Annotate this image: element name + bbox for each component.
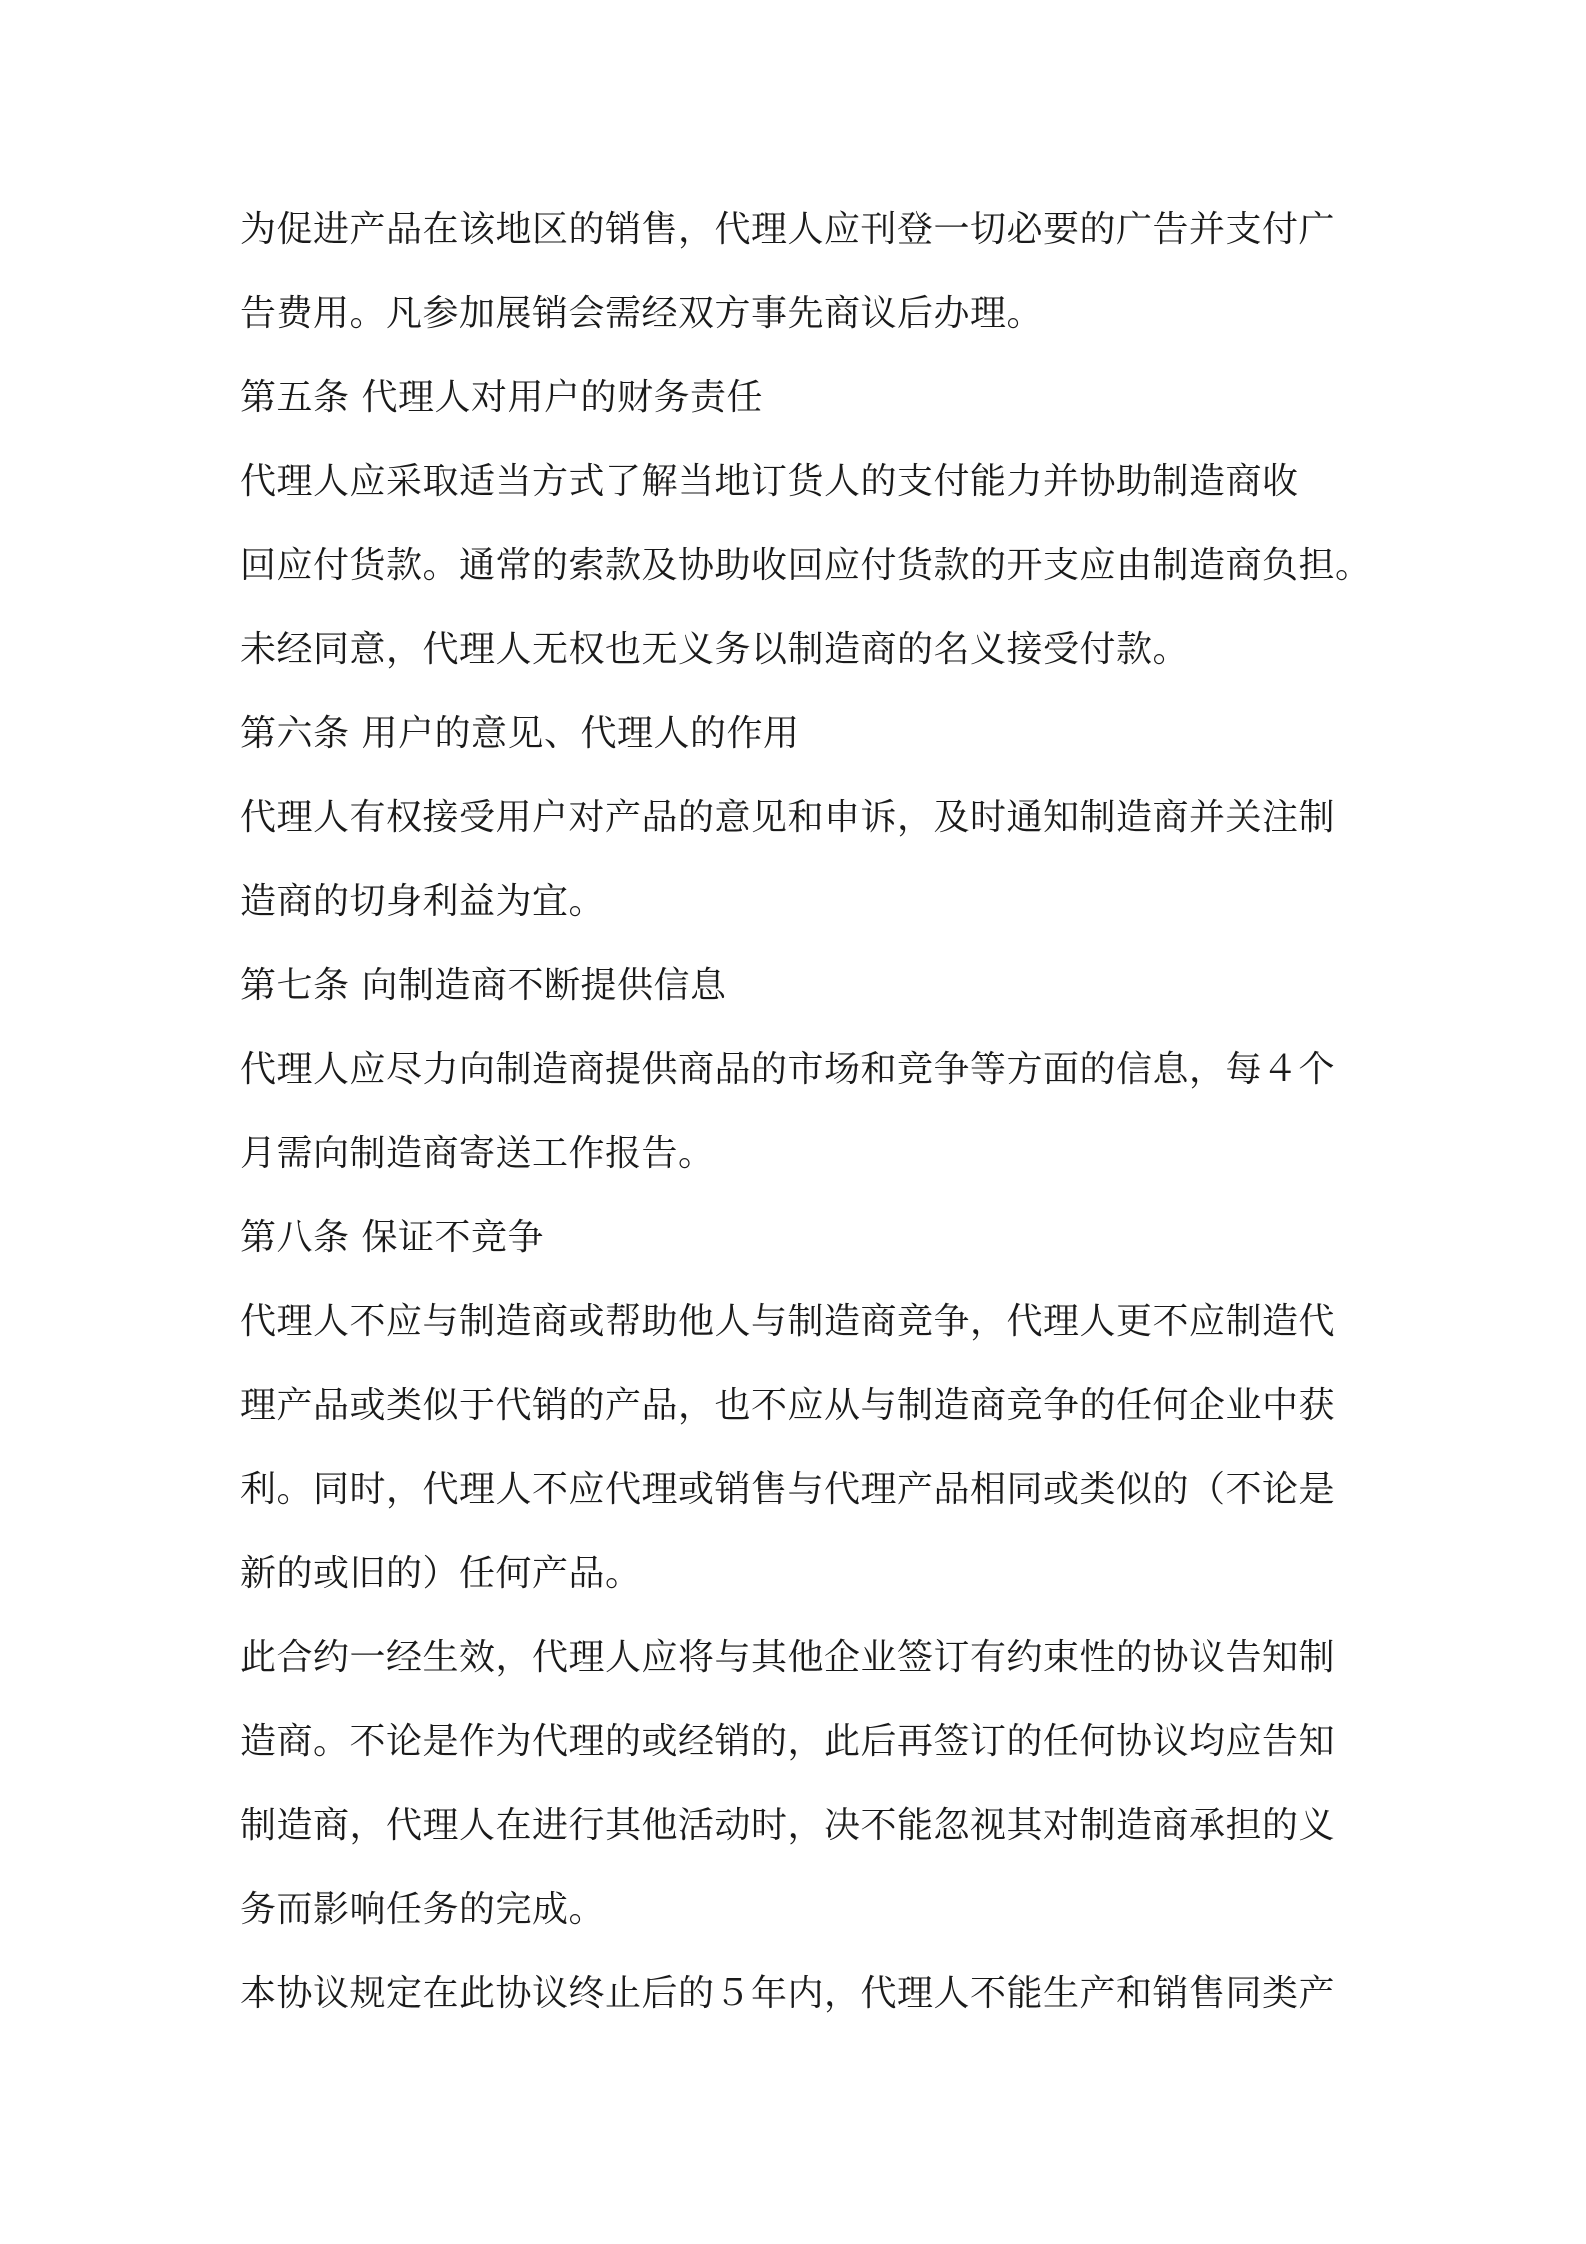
paragraph-line: 务而影响任务的完成。 xyxy=(240,1889,606,1930)
paragraph-line: 月需向制造商寄送工作报告。 xyxy=(240,1133,715,1174)
paragraph-line: 代理人有权接受用户对产品的意见和申诉，及时通知制造商并关注制 xyxy=(240,797,1336,838)
paragraph-line: 代理人应尽力向制造商提供商品的市场和竞争等方面的信息，每４个 xyxy=(240,1049,1336,1090)
paragraph-line: 未经同意，代理人无权也无义务以制造商的名义接受付款。 xyxy=(240,629,1190,670)
paragraph-line: 利。同时，代理人不应代理或销售与代理产品相同或类似的（不论是 xyxy=(240,1469,1336,1510)
article-heading: 第五条 代理人对用户的财务责任 xyxy=(240,377,763,418)
paragraph-line: 理产品或类似于代销的产品，也不应从与制造商竞争的任何企业中获 xyxy=(240,1385,1336,1426)
paragraph-line: 新的或旧的）任何产品。 xyxy=(240,1553,642,1594)
document-body xyxy=(240,188,1372,2036)
paragraph-line: 造商的切身利益为宜。 xyxy=(240,881,606,922)
paragraph-line: 回应付货款。通常的索款及协助收回应付货款的开支应由制造商负担。 xyxy=(240,545,1372,586)
article-heading: 第八条 保证不竞争 xyxy=(240,1217,544,1258)
paragraph-line: 代理人不应与制造商或帮助他人与制造商竞争，代理人更不应制造代 xyxy=(240,1301,1336,1342)
paragraph-line: 代理人应采取适当方式了解当地订货人的支付能力并协助制造商收 xyxy=(240,461,1299,502)
paragraph-line: 此合约一经生效，代理人应将与其他企业签订有约束性的协议告知制 xyxy=(240,1637,1336,1678)
paragraph-line: 为促进产品在该地区的销售，代理人应刊登一切必要的广告并支付广 xyxy=(240,209,1336,250)
paragraph-line: 造商。不论是作为代理的或经销的，此后再签订的任何协议均应告知 xyxy=(240,1721,1336,1762)
paragraph-line: 制造商，代理人在进行其他活动时，决不能忽视其对制造商承担的义 xyxy=(240,1805,1336,1846)
paragraph-line: 本协议规定在此协议终止后的５年内，代理人不能生产和销售同类产 xyxy=(240,1973,1336,2014)
article-heading: 第六条 用户的意见、代理人的作用 xyxy=(240,713,800,754)
paragraph-line: 告费用。凡参加展销会需经双方事先商议后办理。 xyxy=(240,293,1044,334)
article-heading: 第七条 向制造商不断提供信息 xyxy=(240,965,727,1006)
